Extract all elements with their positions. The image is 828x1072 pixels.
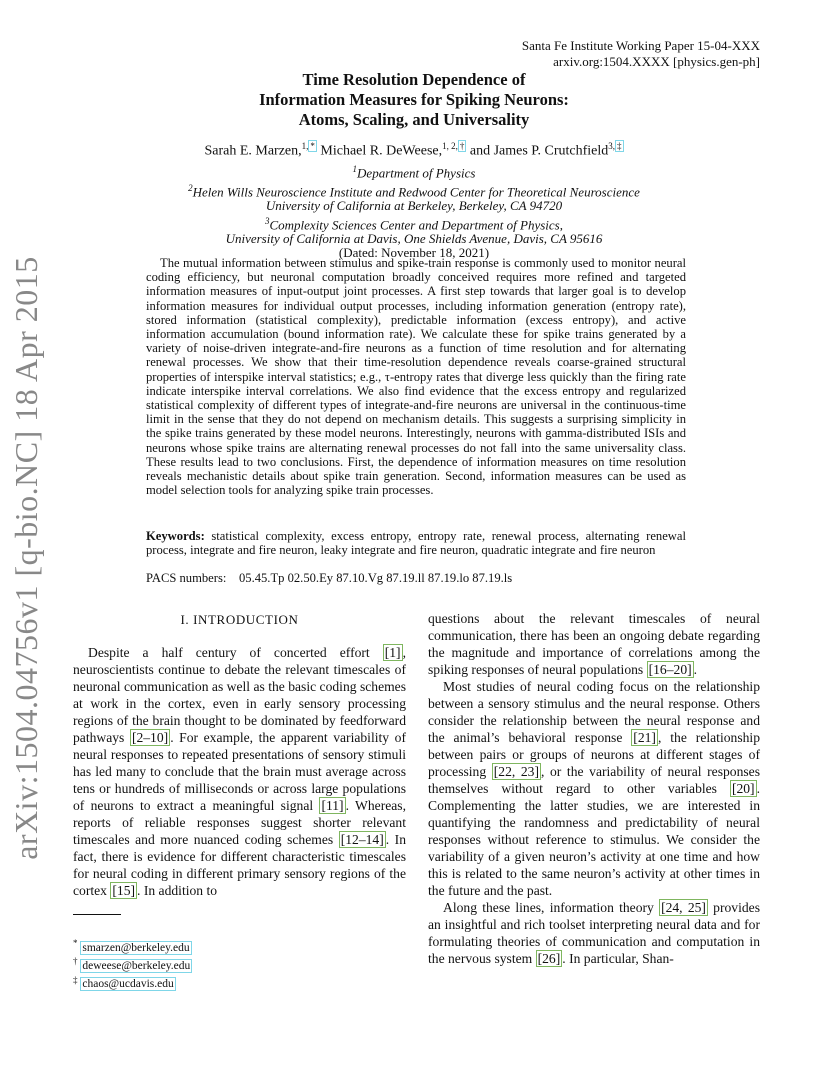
arxiv-sidebar-stamp: arXiv:1504.04756v1 [q-bio.NC] 18 Apr 2015	[8, 256, 44, 860]
date-line: (Dated: November 18, 2021)	[338, 245, 490, 261]
footnote	[73, 974, 192, 992]
affil-index: 1	[352, 164, 358, 174]
footnote-link[interactable]: ‡	[617, 141, 622, 151]
author-name: Michael R. DeWeese,	[320, 143, 443, 159]
footnote	[73, 955, 192, 973]
affiliation-line: Helen Wills Neuroscience Institute and Redwood Center for Theoretical Neuroscience	[192, 183, 640, 199]
author-affil-index: 1, 2,	[442, 141, 458, 151]
citation-link[interactable]: [22, 23]	[493, 764, 539, 779]
paper-header	[522, 38, 760, 70]
title-line: Information Measures for Spiking Neurons:	[259, 90, 569, 109]
author-affil-index: 3,	[608, 141, 616, 151]
citation-link[interactable]: [20]	[731, 781, 755, 796]
email-link[interactable]: deweese@berkeley.edu	[82, 960, 191, 973]
footnote-link[interactable]: †	[459, 141, 465, 151]
citation-link[interactable]: [15]	[112, 883, 136, 898]
citation-link[interactable]: [12–14]	[340, 832, 384, 847]
author-name: James P. Crutchfield	[493, 143, 609, 159]
citation-link[interactable]: [11]	[321, 798, 344, 813]
working-paper-number: Santa Fe Institute Working Paper 15-04-XXX	[521, 38, 760, 53]
paragraph: Along these lines, information theory [24, 25] provides an insightful and rich toolset interpreting neural data and for formulating theories of communication and computation in the nervous system [26] . In particular, Shan-	[428, 900, 760, 966]
affiliation-line: Department of Physics	[357, 165, 476, 181]
citation-link[interactable]: [24, 25]	[661, 900, 706, 915]
pacs-text: 05.45.Tp 02.50.Ey 87.10.Vg 87.19.ll 87.19.lo 87.19.ls	[238, 571, 513, 585]
abstract	[146, 256, 686, 497]
citation-link[interactable]: [1]	[384, 645, 401, 660]
footnote-mark: †	[73, 956, 78, 967]
title-line: Atoms, Scaling, and Universality	[298, 110, 530, 129]
citation-link[interactable]: [16–20]	[648, 662, 692, 677]
title-line: Time Resolution Dependence of	[302, 70, 526, 89]
affil-index: 3	[264, 215, 270, 226]
paragraph: Most studies of neural coding focus on the relationship between a sensory stimulus and the neural response. Others consider the relationship between the neural response and the animal’s behavioral response [21] , the relationship between pairs or groups of neurons at different stages of processing [22, 23] , or the variability of neural responses themselves without regard to other variables [20] . Complementing the latter studies, we are interested in quantifying the randomness and predictability of neural responses without reference to stimulus. We consider the variability of a given neuron’s activity at one time and how this is related to the same neuron’s activity at other times in the future and the past.	[428, 679, 760, 898]
affiliations	[0, 162, 828, 261]
email-link[interactable]: smarzen@berkeley.edu	[82, 941, 190, 954]
right-column	[428, 610, 760, 967]
author-affil-index: 1,	[301, 141, 309, 151]
footnote-link[interactable]: *	[310, 141, 315, 151]
left-column	[73, 644, 406, 899]
keywords-label: Keywords:	[146, 529, 205, 543]
citation-link[interactable]: [26]	[537, 951, 561, 966]
paper-title	[0, 70, 828, 130]
affiliation-line: Complexity Sciences Center and Department of Physics,	[269, 216, 563, 232]
pacs-label: PACS numbers:	[146, 571, 227, 585]
footnote-mark: *	[73, 938, 78, 948]
email-link[interactable]: chaos@ucdavis.edu	[82, 978, 174, 991]
author-conjunction: and	[469, 143, 491, 159]
affiliation-line: University of California at Davis, One Shields Avenue, Davis, CA 95616	[225, 231, 603, 247]
footnote	[73, 937, 192, 955]
author-list	[0, 141, 828, 160]
affil-index: 2	[188, 182, 193, 193]
affiliation-line: University of California at Berkeley, Berkeley, CA 94720	[265, 198, 563, 214]
abstract-text: The mutual information between stimulus and spike-train response is commonly used to monitor neural coding efficiency, but neuronal computation broadly conceived requires more refined and targeted information measures of input-output joint processes. A first step towards that larger goal is to develop information measures for individual output processes, including information generation (entropy rate), stored information (statistical complexity), predictable information (excess entropy), and active information accumulation (bound information rate). We calculate these for spike trains generated by a variety of noise-driven integrate-and-fire neurons as a function of time resolution and for alternating renewal processes. We show that their time-resolution dependence reveals coarse-grained structural properties of interspike interval statistics; e.g., τ-entropy rates that diverge less quickly than the firing rate indicate interspike interval correlations. We also find evidence that the excess entropy and regularized statistical complexity of different types of integrate-and-fire neurons are universal in the continuous-time limit in the sense that they do not depend on mechanism details. This suggests a surprising simplicity in the spike trains generated by these model neurons. Interestingly, neurons with gamma-distributed ISIs and neurons whose spike trains are alternating renewal processes do not fall into the same universality class. These results lead to two conclusions. First, the dependence of information measures on time resolution reveals mechanistic details about spike train generation. Second, information measures can be used as model selection tools for analyzing spike train processes.	[146, 256, 686, 498]
keywords	[146, 529, 686, 557]
footnotes	[73, 937, 192, 992]
citation-link[interactable]: [21]	[633, 730, 656, 745]
paragraph: questions about the relevant timescales of neural communication, there has been an ongoing debate regarding the magnitude and importance of correlations among the spiking responses of neural populations [16–20] .	[428, 611, 760, 677]
pacs-numbers	[146, 571, 686, 586]
keywords-text: statistical complexity, excess entropy, entropy rate, renewal process, alternating renewal process, integrate and fire neuron, leaky integrate and fire neuron, quadratic integrate and fire neuron	[146, 529, 686, 558]
arxiv-reference: arxiv.org:1504.XXXX [physics.gen-ph]	[553, 54, 760, 69]
section-heading: I. INTRODUCTION	[180, 612, 299, 627]
paragraph: Despite a half century of concerted effort [1] , neuroscientists continue to debate the relevant timescales of neuronal communication as well as the basic coding schemes at work in the cortex, even in early sensory processing regions of the brain thought to be dominated by feedforward pathways [2–10] . For example, the apparent variability of neural responses to repeated presentations of sensory stimuli has led many to conclude that the brain must average across tens or hundreds of milliseconds or across large populations of neurons to extract a meaningful signal [11] . Whereas, reports of reliable responses suggest shorter relevant timescales and more nuanced coding schemes [12–14] . In fact, there is evidence for different characteristic timescales for neural coding in different primary sensory regions of the cortex [15] . In addition to	[73, 645, 407, 898]
author-name: Sarah E. Marzen,	[204, 143, 302, 159]
citation-link[interactable]: [2–10]	[131, 730, 169, 745]
footnote-mark: ‡	[73, 974, 78, 985]
footnote-rule	[73, 914, 121, 915]
